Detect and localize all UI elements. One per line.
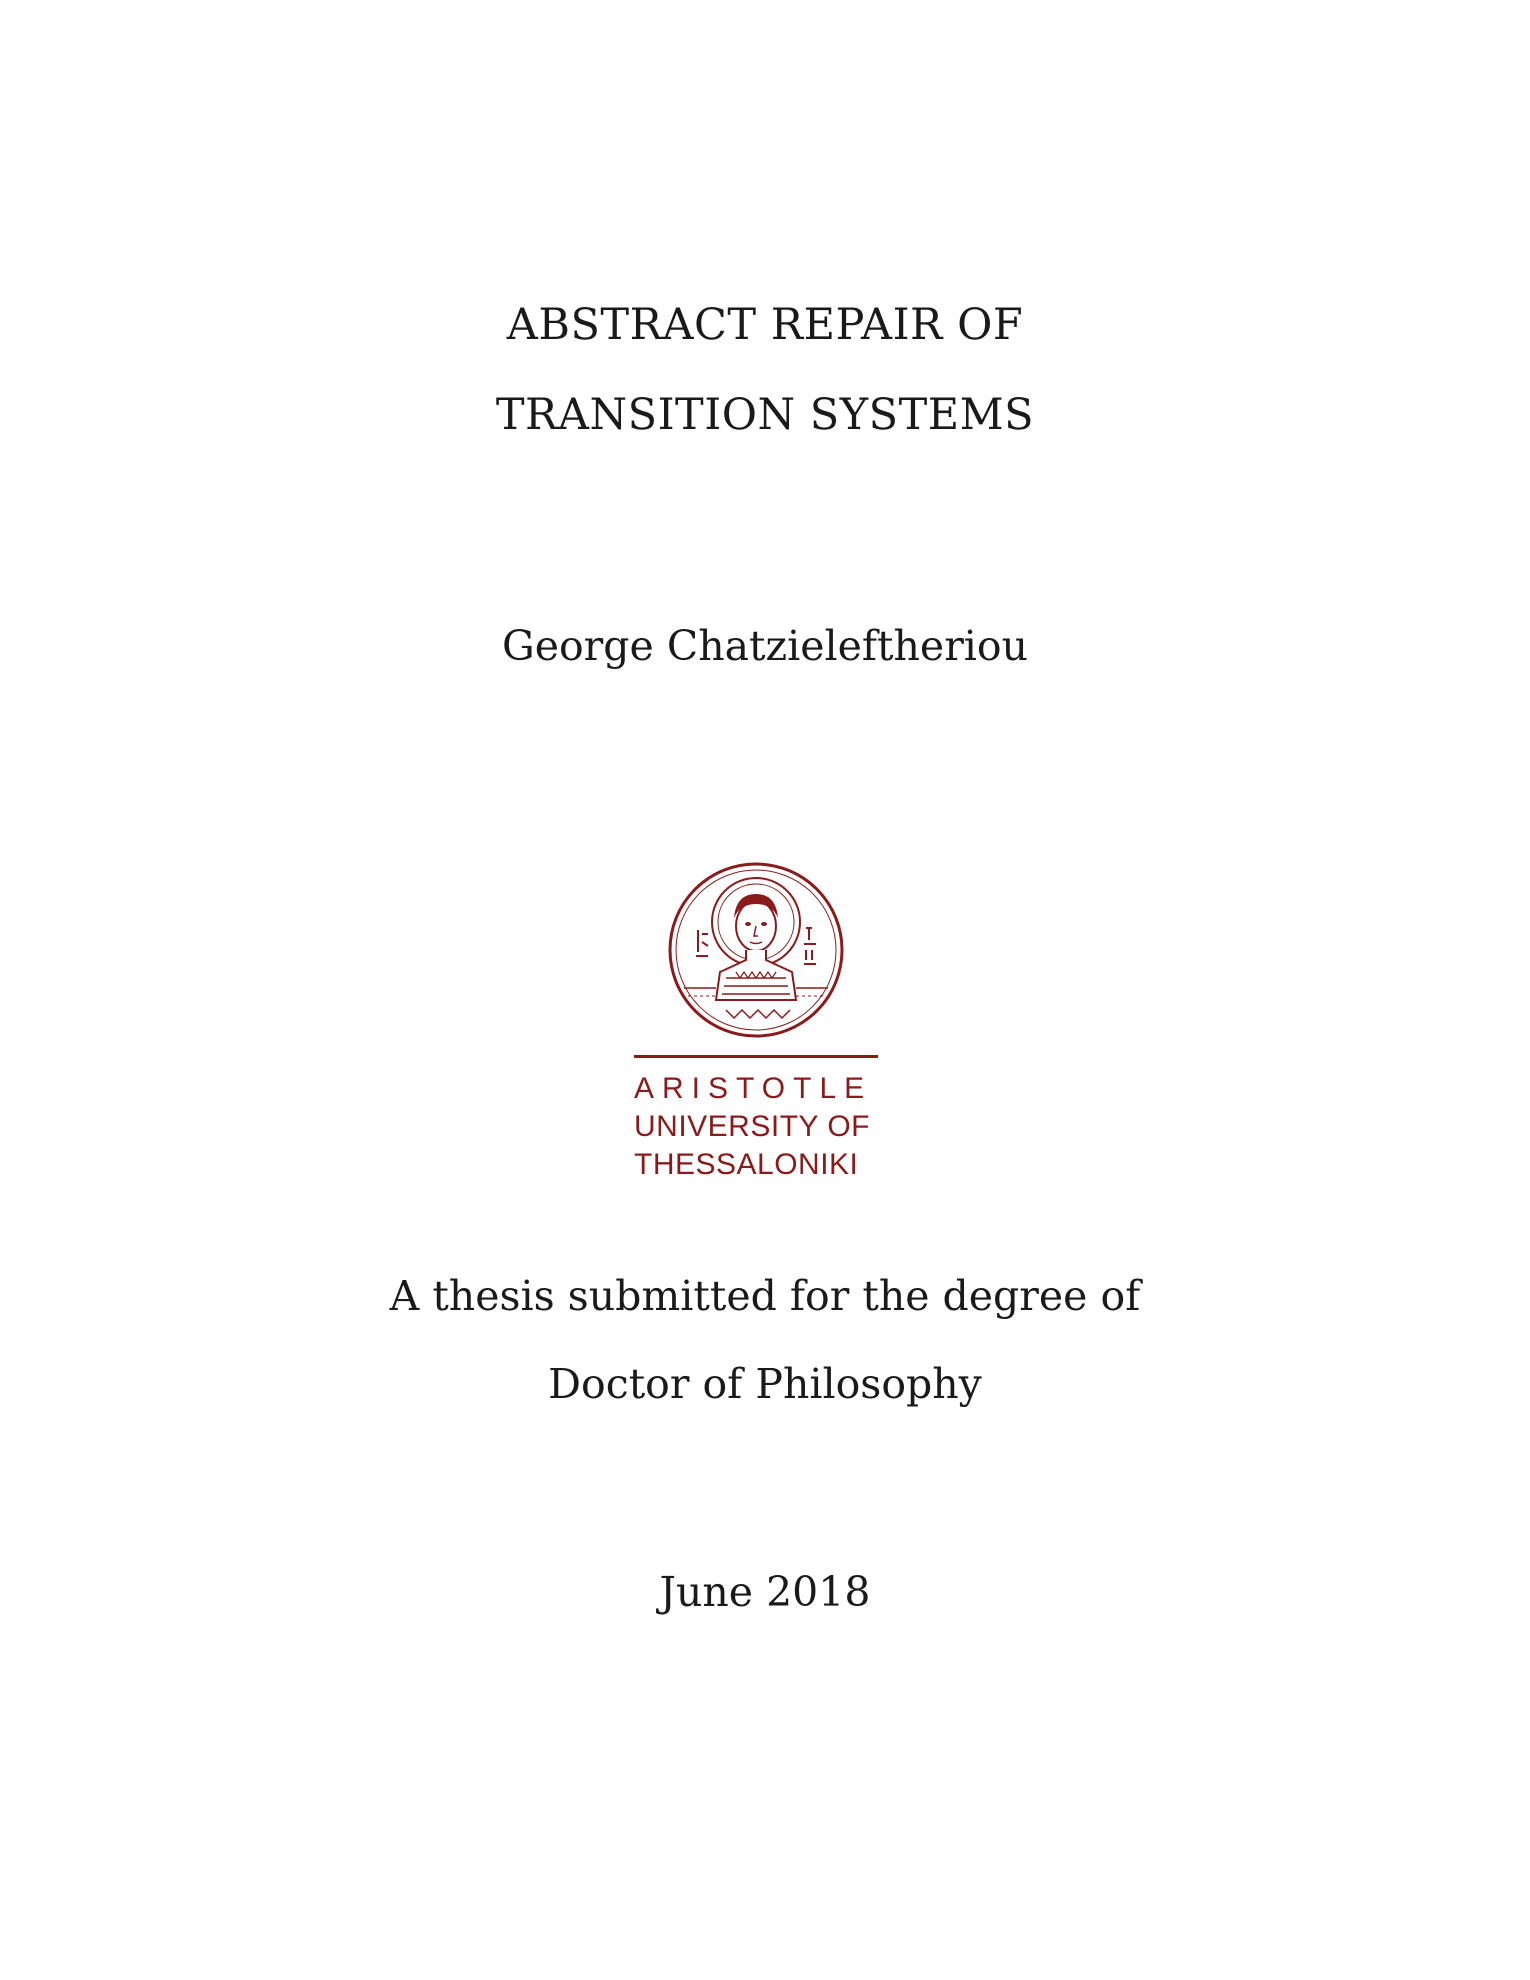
university-name-line-2: UNIVERSITY OF bbox=[634, 1110, 870, 1143]
university-seal-icon bbox=[666, 860, 846, 1040]
thesis-title-line-2: TRANSITION SYSTEMS bbox=[495, 390, 1035, 440]
university-name bbox=[634, 1070, 872, 1184]
university-logo bbox=[628, 860, 888, 1180]
logo-divider bbox=[634, 1055, 878, 1058]
degree-name: Doctor of Philosophy bbox=[548, 1360, 982, 1408]
degree-statement: A thesis submitted for the degree of bbox=[389, 1272, 1141, 1320]
thesis-title-line-1: ABSTRACT REPAIR OF bbox=[506, 300, 1024, 350]
author-name: George Chatzieleftheriou bbox=[501, 622, 1028, 670]
submission-date: June 2018 bbox=[659, 1568, 871, 1616]
university-name-line-3: THESSALONIKI bbox=[634, 1148, 859, 1181]
university-name-line-1: ARISTOTLE bbox=[634, 1072, 873, 1105]
